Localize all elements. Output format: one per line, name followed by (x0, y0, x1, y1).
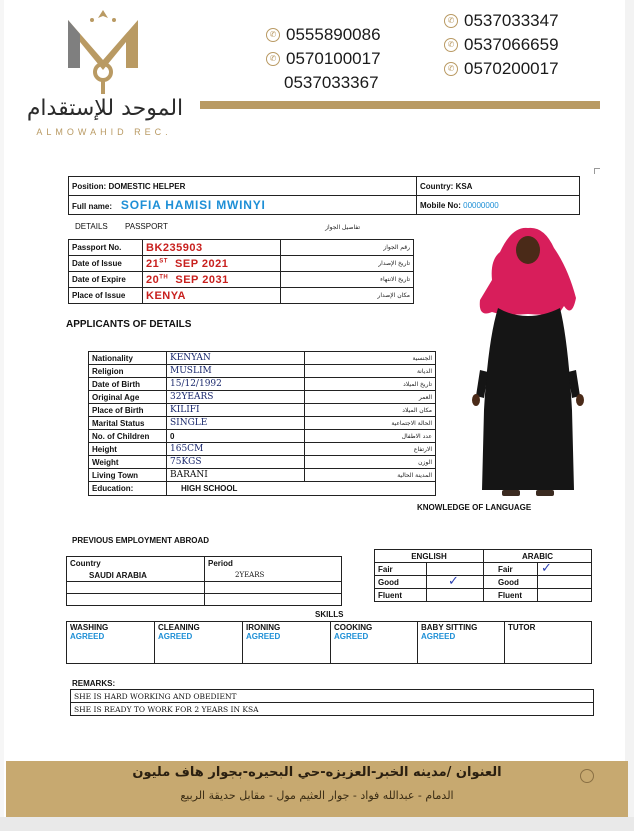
phone-entry[interactable]: ✆ 0537033347 (444, 9, 559, 33)
logo-name-english: ALMOWAHID REC. (36, 127, 172, 137)
language-heading: KNOWLEDGE OF LANGUAGE (417, 503, 532, 512)
skill-cell: WASHING AGREED (67, 622, 155, 664)
phone-icon: ✆ (266, 52, 280, 66)
country-cell: Country: KSA (417, 177, 580, 196)
corner-mark (594, 168, 600, 174)
logo-name-arabic: الموحد للإستقدام (26, 96, 184, 121)
details-label: DETAILS (75, 222, 108, 231)
english-fair-check[interactable] (427, 563, 484, 576)
remark-line: SHE IS READY TO WORK FOR 2 YEARS IN KSA (71, 703, 594, 716)
phone-entry[interactable]: 0537033367 (284, 73, 379, 92)
phone-entry[interactable]: ✆ 0537066659 (444, 33, 559, 57)
employment-table: Country Period SAUDI ARABIA 2YEARS (66, 556, 342, 606)
page-bottom-edge (0, 817, 634, 831)
applicant-photo (472, 220, 584, 502)
language-table: ENGLISH ARABIC Fair Fair ✓ Good ✓ Good Fluent Fluent (374, 549, 592, 602)
skill-cell: COOKING AGREED (331, 622, 418, 664)
fullname-cell: Full name: SOFIA HAMISI MWINYI (69, 196, 417, 215)
page-edge-right (625, 0, 634, 831)
mobile-cell: Mobile No: 00000000 (417, 196, 580, 215)
employment-heading: PREVIOUS EMPLOYMENT ABROAD (72, 536, 210, 545)
skill-cell: IRONING AGREED (243, 622, 331, 664)
phone-entry[interactable]: ✆ 0570100017 (266, 47, 381, 71)
education-value: HIGH SCHOOL (167, 482, 436, 496)
footer-address-1: العنوان /مدينه الخبر-العزيزه-حي البحيره-بجوار هاف مليون (132, 765, 502, 780)
issue-date: 21ST SEP 2021 (143, 256, 281, 272)
position-table (68, 176, 580, 215)
arabic-header: ARABIC (484, 550, 592, 563)
passport-number: BK235903 (143, 240, 281, 256)
phone-entry[interactable]: ✆ 0555890086 (266, 23, 381, 47)
position-cell: Position: DOMESTIC HELPER (69, 177, 417, 196)
skills-heading: SKILLS (315, 610, 344, 619)
phone-icon: ✆ (444, 62, 458, 76)
fullname-value: SOFIA HAMISI MWINYI (120, 198, 266, 212)
phone-list-right (444, 9, 559, 81)
passport-label-ar: تفاصيل الجواز (325, 224, 360, 231)
applicant-table: Nationality KENYAN الجنسية Religion MUSLIM الديانة Date of Birth 15/12/1992 تاريخ الميلاد Original Age 32YEARS العمر Place of Birth KILIFI مكان الميلاد Marital Status SINGLE الحالة الاجتماعية No. of Children 0 عدد الاطفال Height 165CM الارتفاع Weight 75KGS الوزن Living Town BARANI المدينة الحالية Education: HIGH SCHOOL (88, 351, 436, 496)
english-fluent-check[interactable] (427, 589, 484, 602)
company-logo (58, 8, 148, 98)
arabic-fluent-check[interactable] (538, 589, 592, 602)
remarks-heading: REMARKS: (72, 679, 116, 688)
footer-address-2: الدمام - عبدالله فواد - جوار العثيم مول - مقابل حديقة الربيع (180, 789, 454, 802)
expire-date: 20TH SEP 2031 (143, 272, 281, 288)
phone-icon: ✆ (444, 14, 458, 28)
skill-cell: BABY SITTING AGREED (418, 622, 505, 664)
applicants-heading: APPLICANTS OF DETAILS (66, 319, 192, 330)
arabic-fair-check[interactable]: ✓ (538, 563, 592, 576)
remark-line: SHE IS HARD WORKING AND OBEDIENT (71, 690, 594, 703)
arabic-good-check[interactable] (538, 576, 592, 589)
place-of-issue: KENYA (143, 288, 281, 304)
page-edge-left (0, 0, 4, 831)
skill-cell: CLEANING AGREED (155, 622, 243, 664)
english-good-check[interactable]: ✓ (427, 576, 484, 589)
logo-emblem-icon (58, 8, 148, 98)
skills-table (66, 621, 592, 664)
phone-list-left (266, 23, 381, 95)
phone-icon: ✆ (444, 38, 458, 52)
passport-table: Passport No. BK235903 رقم الجواز Date of Issue 21ST SEP 2021 تاريخ الإصدار Date of Expire 20TH SEP 2031 تاريخ الانتهاء Place of Issue KENYA مكان الإصدار (68, 239, 414, 304)
remarks-table (70, 689, 594, 716)
header-divider (200, 101, 600, 109)
phone-entry[interactable]: ✆ 0570200017 (444, 57, 559, 81)
skill-cell: TUTOR (505, 622, 592, 664)
english-header: ENGLISH (375, 550, 484, 563)
phone-icon: ✆ (266, 28, 280, 42)
passport-label: PASSPORT (125, 222, 168, 231)
